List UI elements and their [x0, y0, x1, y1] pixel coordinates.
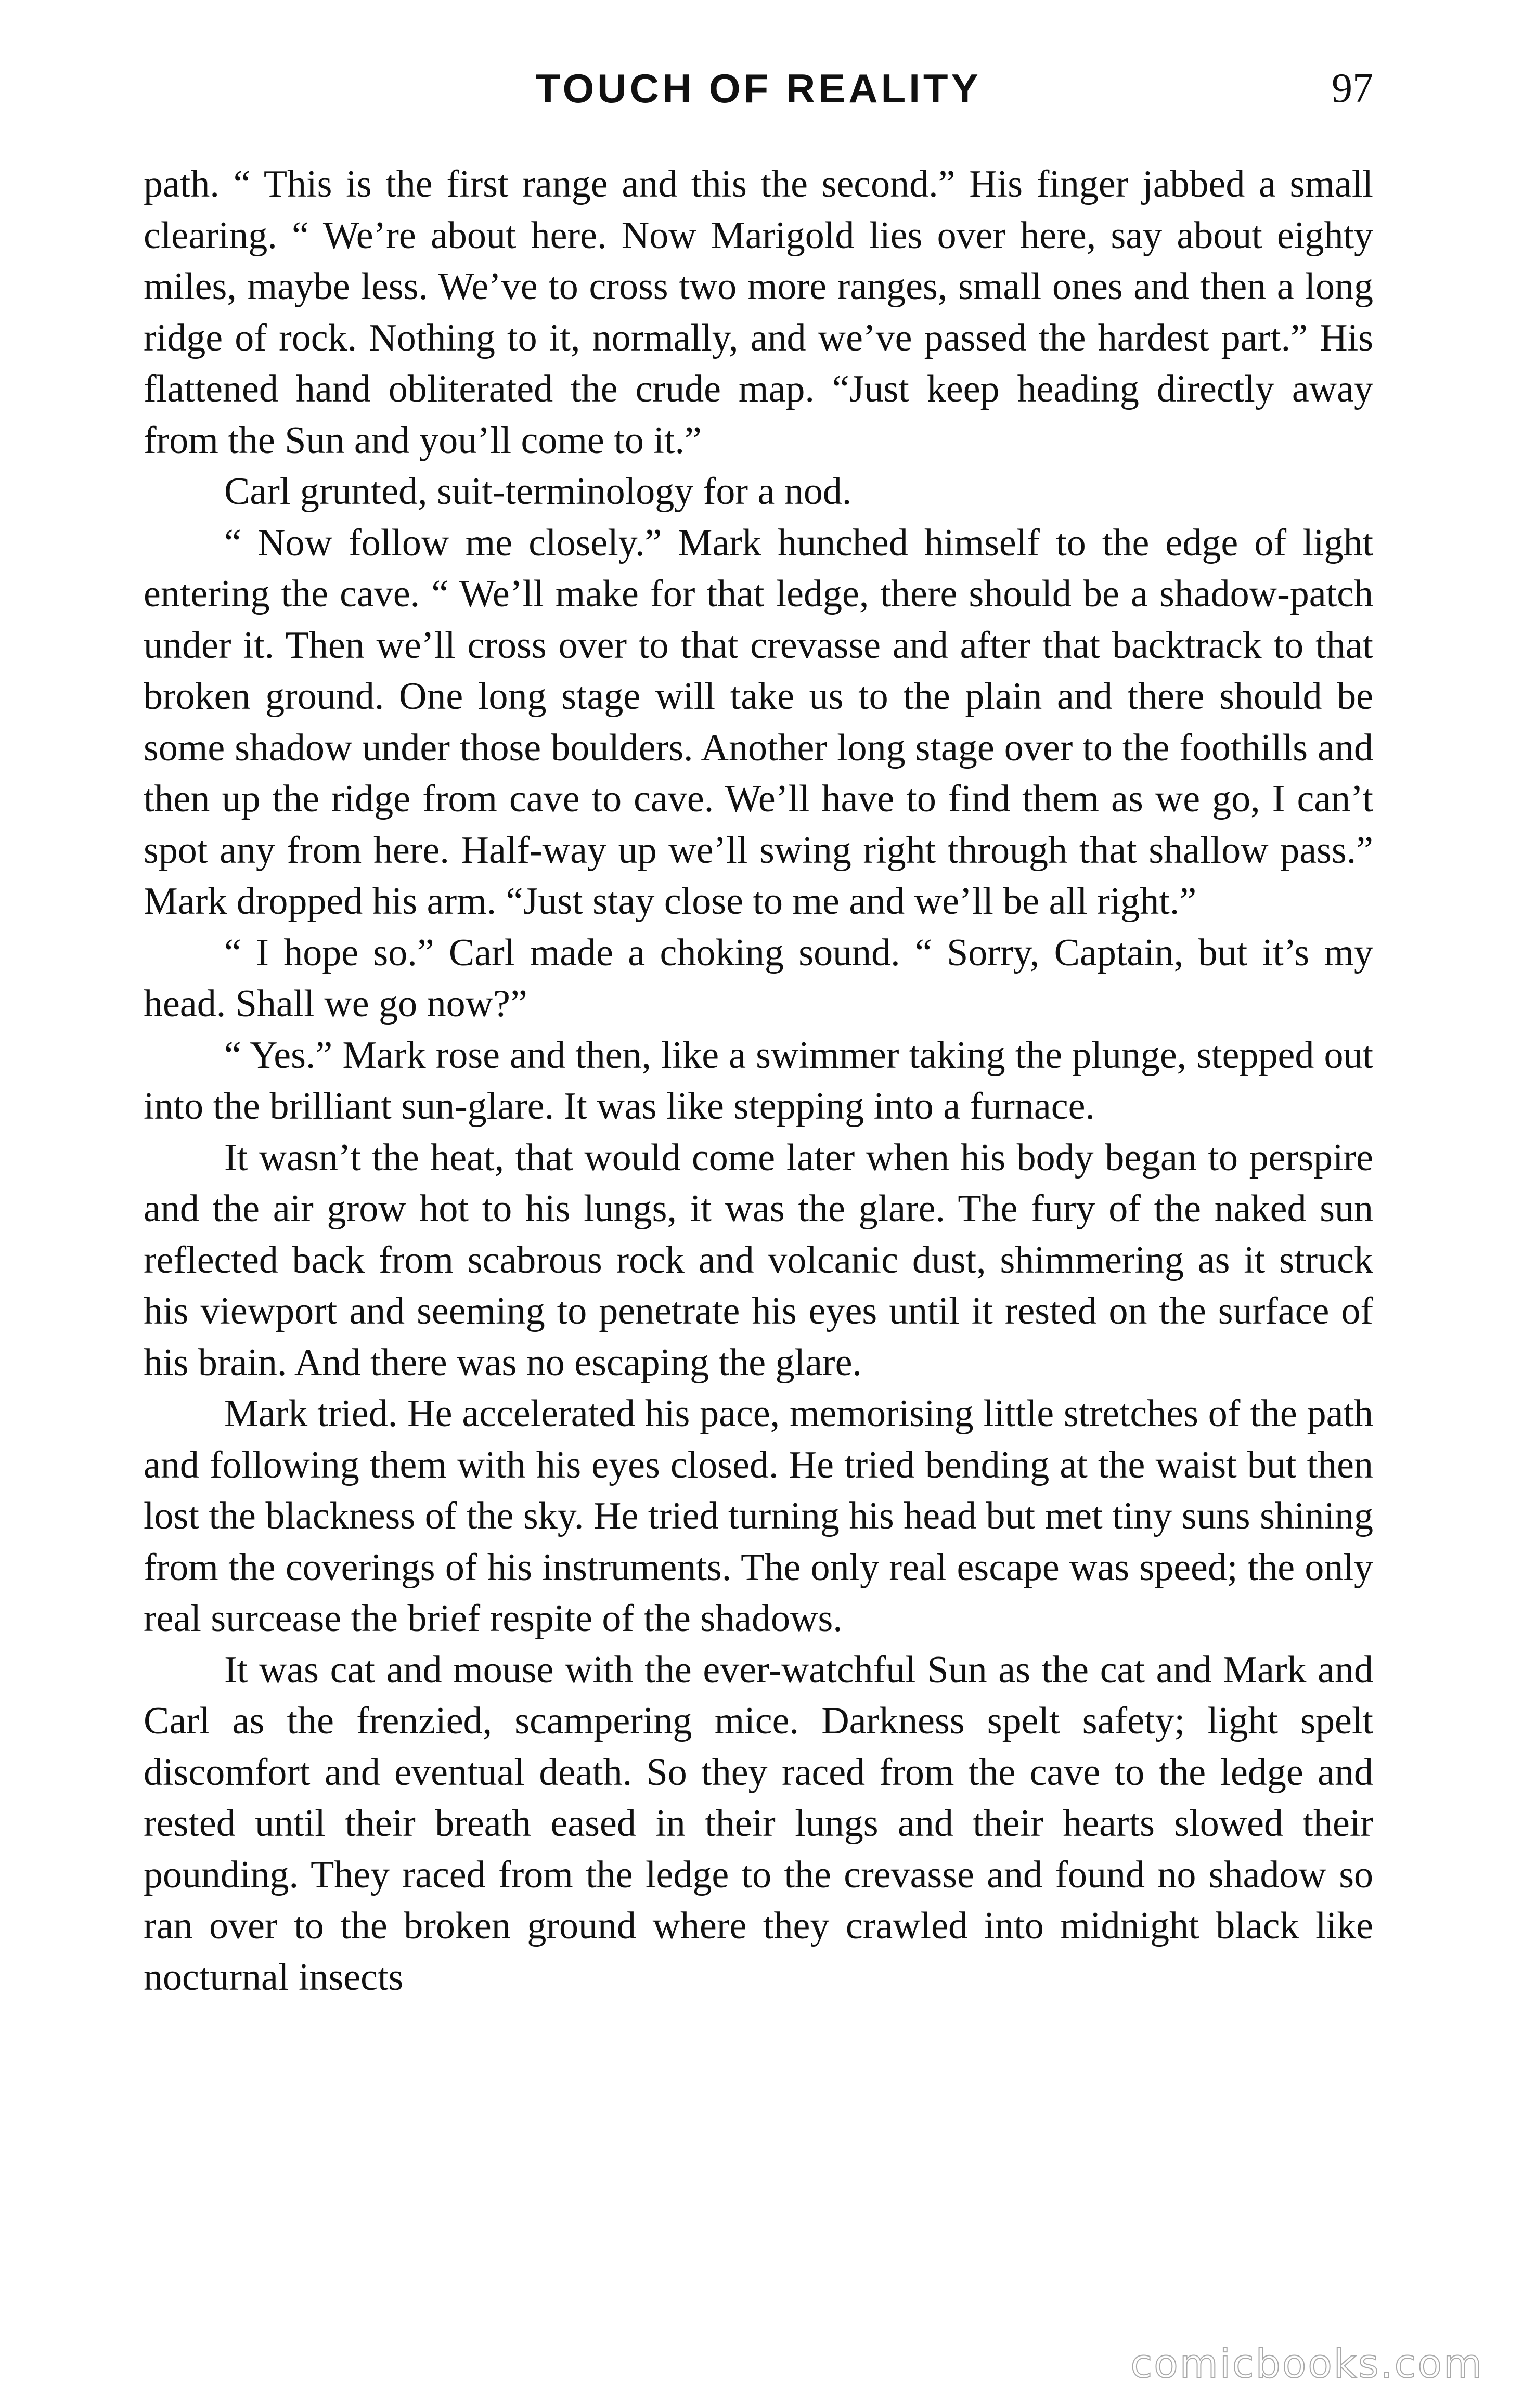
paragraph-7: Mark tried. He accelerated his pace, memorising little stretches of the path and following them with his eyes closed. He tried bending at the waist but then lost the blackness of the sky. He tried turning his head but met tiny suns shining from the coverings of his instruments. The only real escape was speed; the only real surcease the brief respite of the shadows. [144, 1392, 1373, 1640]
running-head [144, 57, 1373, 120]
paragraph-2: Carl grunted, suit-terminology for a nod. [224, 470, 852, 513]
paragraph-4: “ I hope so.” Carl made a choking sound. “ Sorry, Captain, but it’s my head. Shall we go now?” [144, 931, 1373, 1025]
paragraph-6: It wasn’t the heat, that would come later when his body began to perspire and the air grow hot to his lungs, it was the glare. The fury of the naked sun reflected back from scabrous rock and volcanic dust, shimmering as it struck his viewport and seeming to penetrate his eyes until it rested on the surface of his brain. And there was no escaping the glare. [144, 1136, 1373, 1384]
page-number: 97 [1332, 66, 1373, 111]
paragraph-5: “ Yes.” Mark rose and then, like a swimmer taking the plunge, stepped out into the brilliant sun-glare. It was like stepping into a furnace. [144, 1033, 1373, 1128]
body-text [144, 159, 1373, 2003]
paragraph-1: path. “ This is the first range and this the second.” His finger jabbed a small clearing. “ We’re about here. Now Marigold lies over here, say about eighty miles, maybe less. We’ve to cross two more ranges, small ones and then a long ridge of rock. Nothing to it, normally, and we’ve passed the hardest part.” His flattened hand obliterated the crude map. “Just keep heading directly away from the Sun and you’ll come to it.” [144, 163, 1373, 462]
watermark: comicbooks.com [1130, 2340, 1483, 2387]
paragraph-8: It was cat and mouse with the ever-watchful Sun as the cat and Mark and Carl as the frenzied, scampering mice. Darkness spelt safety; light spelt discomfort and eventual death. So they raced from the cave to the ledge and rested until their breath eased in their lungs and their hearts slowed their pounding. They raced from the ledge to the crevasse and found no shadow so ran over to the broken ground where they crawled into midnight black like nocturnal insects [144, 1648, 1373, 1999]
paragraph-3: “ Now follow me closely.” Mark hunched himself to the edge of light entering the cave. “ We’ll make for that ledge, there should be a shadow-patch under it. Then we’ll cross over to that crevasse and after that backtrack to that broken ground. One long stage will take us to the plain and there should be some shadow under those boulders. Another long stage over to the foothills and then up the ridge from cave to cave. We’ll have to find them as we go, I can’t spot any from here. Half-way up we’ll swing right through that shallow pass.” Mark dropped his arm. “Just stay close to me and we’ll be all right.” [144, 521, 1373, 923]
running-title: TOUCH OF REALITY [535, 66, 982, 111]
